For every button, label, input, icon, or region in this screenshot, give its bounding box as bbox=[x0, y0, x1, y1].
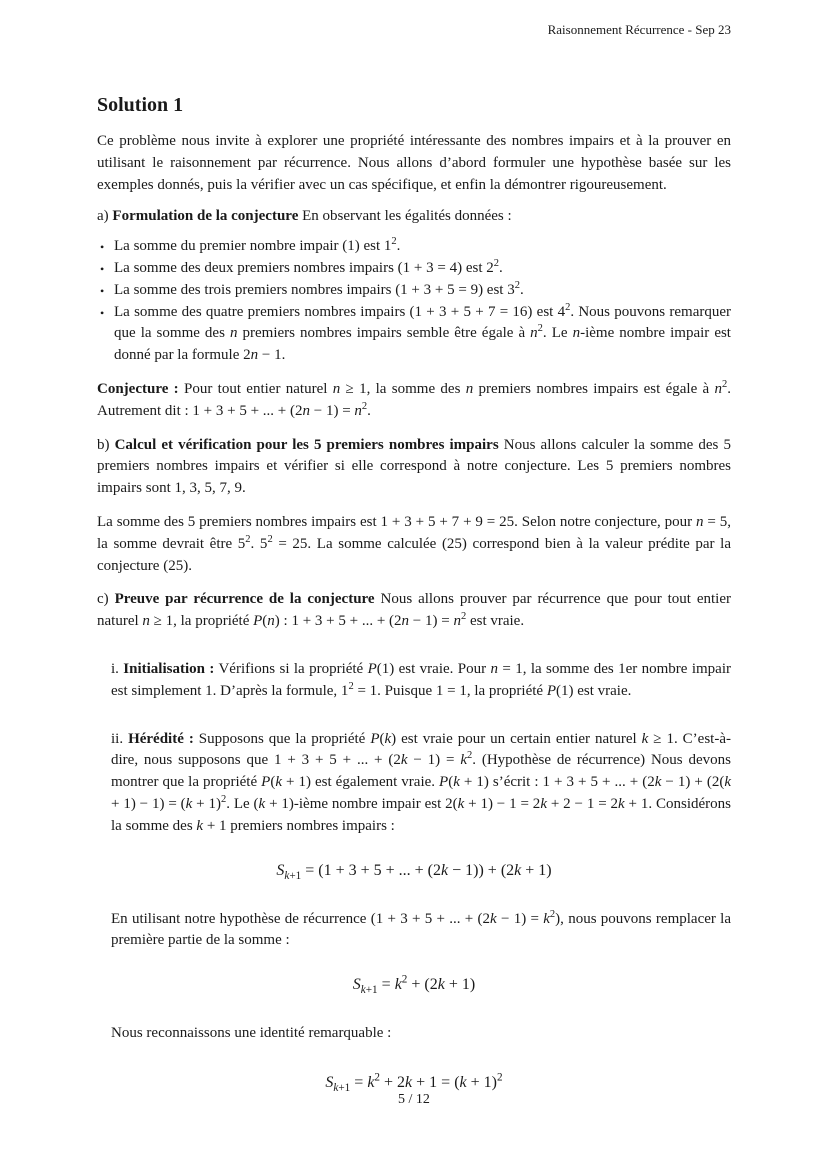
equation-substituted: $S_{k+1} = k^2 + (2k + 1)$ bbox=[352, 973, 476, 997]
page-header: Raisonnement Récurrence - Sep 23 bbox=[547, 22, 731, 37]
bullet-item-3: • La somme des trois premiers nombres impairs (1 + 3 + 5 = 9) est $3^2$. bbox=[100, 280, 731, 302]
bullet-item-1: • La somme du premier nombre impair (1) est $1^2$. bbox=[100, 236, 731, 258]
bullet-item-4: • La somme des quatre premiers nombres impairs (1 + 3 + 5 + 7 = 16) est $4^2$. Nous pouvons remarquer que la somme des n premiers nombres impairs semble être égale à $n^2$. Le n-ième nombre impair est donné par la formule 2n − 1. bbox=[100, 302, 731, 367]
bullet-item-2: • La somme des deux premiers nombres impairs (1 + 3 = 4) est $2^2$. bbox=[100, 258, 731, 280]
equation-remarkable-identity: $S_{k+1} = k^2 + 2k + 1 = (k + 1)^2$ bbox=[325, 1071, 503, 1095]
paragraph-conjecture: Conjecture : Pour tout entier naturel n ≥ 1, la somme des n premiers nombres impairs est égale à $n^2$. Autrement dit : 1 + 3 + 5 + ... + $(2n - 1) = n^2$. bbox=[97, 378, 732, 419]
paragraph-intro: Ce problème nous invite à explorer une propriété intéressante des nombres impairs et à la prouver en utilisant le raisonnement par récurrence. Nous allons d’abord formuler une hypothèse basée sur les exemples donnés, puis la vérifier avec un cas spécifique, et enfin la démontrer rigoureusement. bbox=[97, 133, 731, 193]
paragraph-identite: Nous reconnaissons une identité remarquable : bbox=[111, 1025, 392, 1042]
bullet-list bbox=[97, 236, 731, 367]
paragraph-sum-five: La somme des 5 premiers nombres impairs est 1 + 3 + 5 + 7 + 9 = 25. Selon notre conjecture, pour n = 5, la somme devrait être $5^2$. $5^2 = 25$. La somme calculée (25) correspond bien à la valeur prédite par la conjecture (25). bbox=[97, 513, 732, 574]
section-a-heading: a) Formulation de la conjecture En observant les égalités données : bbox=[97, 208, 512, 225]
document-body bbox=[97, 94, 731, 1095]
paragraph-initialisation: i. Initialisation : Vérifions si la propriété P(1) est vraie. Pour n = 1, la somme des 1er nombre impair est simplement 1. D’après la formule, $1^2 = 1$. Puisque 1 = 1, la propriété P(1) est vraie. bbox=[111, 660, 731, 699]
equation-sum-expanded: $S_{k+1} = (1 + 3 + 5$ + ... + (2k − 1)) + (2k + 1) bbox=[276, 861, 552, 882]
paragraph-hypothese: En utilisant notre hypothèse de récurrence (1 + 3 + 5 + ... + $(2k - 1) = k^2$), nous pouvons remplacer la première partie de la somme : bbox=[111, 908, 731, 949]
section-b-paragraph: b) Calcul et vérification pour les 5 premiers nombres impairs Nous allons calculer la somme des 5 premiers nombres impairs et vérifier si elle correspond à notre conjecture. Les 5 premiers nombres impairs sont 1, 3, 5, 7, 9. bbox=[97, 436, 731, 497]
page-number: 5 / 12 bbox=[398, 1092, 430, 1107]
paragraph-heredite: ii. Hérédité : Supposons que la propriété P(k) est vraie pour un certain entier naturel k ≥ 1. C’est-à-dire, nous supposons que 1 + 3 + 5 + ... + $(2k - 1) = k^2$. (Hypothèse de récurrence) Nous devons montrer que la propriété P(k + 1) est également vraie. P(k + 1) s’écrit : 1 + 3 + 5 + ... + $(2k - 1) + (2(k + 1) - 1) = (k + 1)^2$. Le (k + 1)-ième nombre impair est 2(k + 1) − 1 = 2k + 2 − 1 = 2k + 1. Considérons la somme des k + 1 premiers nombres impairs : bbox=[111, 730, 732, 834]
page-title: Solution 1 bbox=[97, 94, 184, 116]
section-c-paragraph: c) Preuve par récurrence de la conjecture Nous allons prouver par récurrence que pour tout entier naturel n ≥ 1, la propriété P(n) : 1 + 3 + 5 + ... + $(2n - 1) = n^2$ est vraie. bbox=[97, 591, 731, 630]
